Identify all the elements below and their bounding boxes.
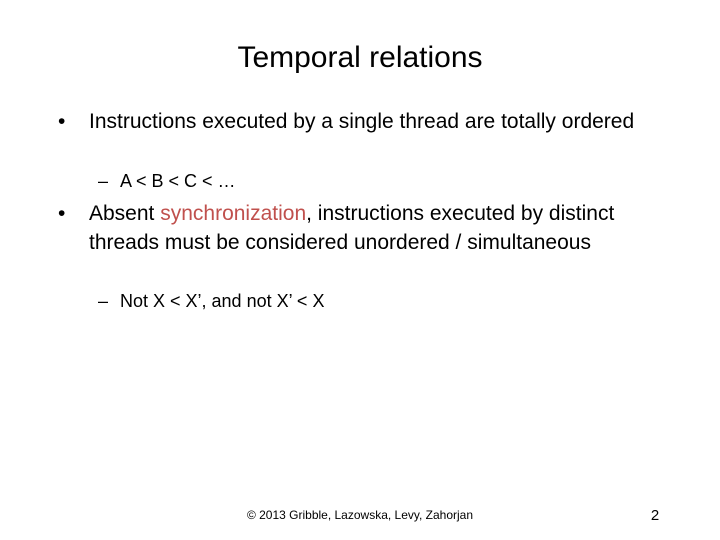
bullet-text-after: , instructions executed by distinct threads must be considered unordered / simultaneous [89, 202, 615, 254]
slide-title: Temporal relations [237, 41, 483, 74]
bullet-text-before: Absent [89, 202, 161, 225]
bullet-marker: • [58, 202, 66, 225]
bullet-marker: • [58, 110, 66, 133]
sub-bullet-text: Not X < X’, and not X’ < X [120, 291, 325, 311]
sub-bullet-marker: – [98, 291, 109, 311]
sub-bullet-text: A < B < C < … [120, 171, 236, 191]
bullet-text [89, 199, 644, 257]
bullet-item [58, 199, 658, 286]
sub-bullet-item [98, 289, 658, 313]
highlighted-term: synchronization [160, 202, 307, 225]
bullet-item [58, 107, 658, 165]
page-number: 2 [650, 507, 660, 524]
slide-footer: © 2013 Gribble, Lazowska, Levy, Zahorjan [246, 508, 474, 522]
sub-bullet-marker: – [98, 171, 109, 191]
bullet-text-before: Instructions executed by a single thread are totally ordered [89, 110, 635, 133]
sub-bullet-item [98, 169, 658, 193]
bullet-text [89, 107, 644, 136]
